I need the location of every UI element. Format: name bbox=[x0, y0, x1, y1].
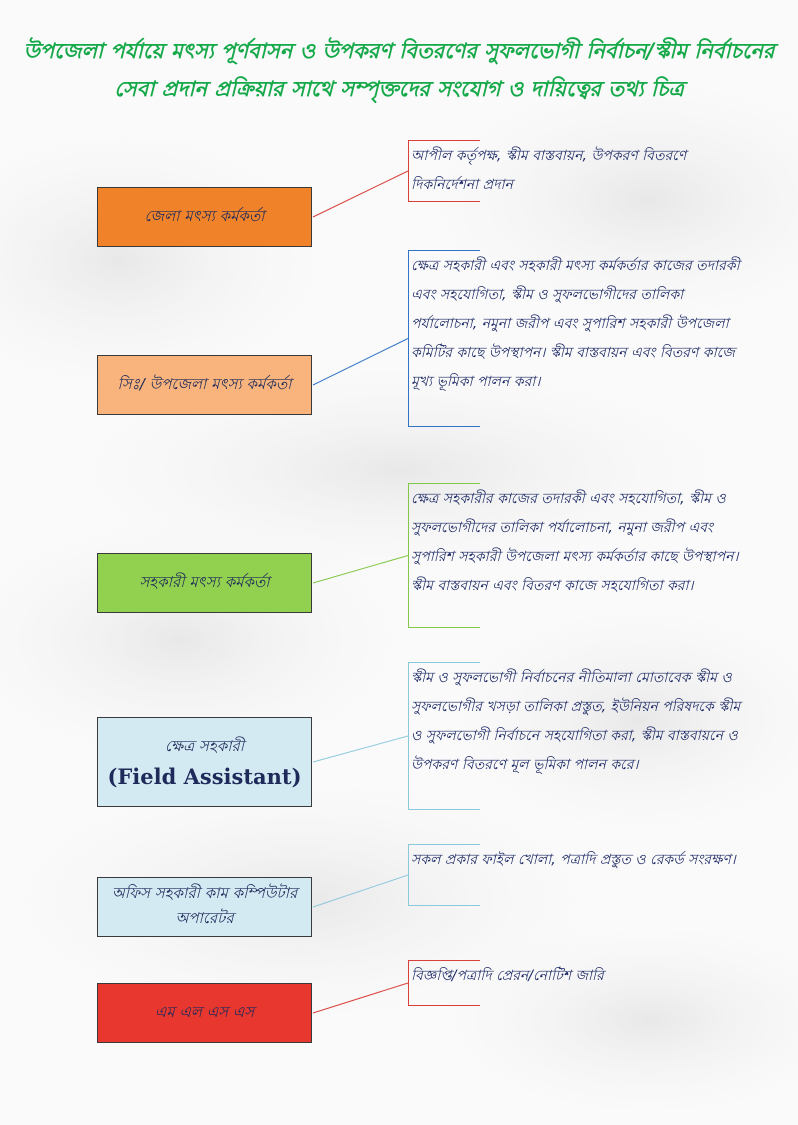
role-box bbox=[97, 355, 312, 415]
role-description: বিজ্ঞপ্তি/পত্রাদি প্রেরন/নোটিশ জারি bbox=[411, 968, 604, 984]
role-label: সিঃ/ উপজেলা মৎস্য কর্মকর্তা bbox=[117, 374, 292, 393]
role-description: ক্ষেত্র সহকারী এবং সহকারী মৎস্য কর্মকর্তার কাজের তদারকী এবং সহযোগিতা, স্কীম ও সুফলভোগীদের তালিকা পর্যালোচনা, নমুনা জরীপ এবং সুপারিশ সহকারী উপজেলা কমিটির কাছে উপস্থাপন। স্কীম বাস্তবায়ন এবং বিতরণ কাজে মূখ্য ভূমিকা পালন করা। bbox=[411, 258, 740, 390]
role-label: ক্ষেত্র সহকারী bbox=[164, 737, 245, 755]
role-label-english: (Field Assistant) bbox=[107, 764, 302, 789]
role-description: সকল প্রকার ফাইল খোলা, পত্রাদি প্রস্তুত ও রেকর্ড সংরক্ষণ। bbox=[411, 852, 736, 868]
role-box bbox=[97, 983, 312, 1043]
role-label: জেলা মৎস্য কর্মকর্তা bbox=[144, 206, 265, 225]
role-description: ক্ষেত্র সহকারীর কাজের তদারকী এবং সহযোগিতা, স্কীম ও সুফলভোগীদের তালিকা পর্যালোচনা, নমুনা জরীপ এবং সুপারিশ সহকারী উপজেলা মৎস্য কর্মকর্তার কাছে উপস্থাপন। স্কীম বাস্তবায়ন এবং বিতরণ কাজে সহযোগিতা করা। bbox=[411, 491, 739, 594]
role-description: আপীল কর্তৃপক্ষ, স্কীম বাস্তবায়ন, উপকরণ বিতরণে দিকনির্দেশনা প্রদান bbox=[411, 148, 687, 193]
role-label: সহকারী মৎস্য কর্মকর্তা bbox=[139, 572, 270, 591]
role-label: এম এল এস এস bbox=[154, 1002, 255, 1021]
page-title: উপজেলা পর্যায়ে মৎস্য পূর্ণবাসন ও উপকরণ বিতরণের সুফলভোগী নির্বাচন/স্কীম নির্বাচনের সেবা প্রদান প্রক্রিয়ার সাথে সম্পৃক্তদের সংযোগ ও দায়িত্বের তথ্য চিত্র bbox=[23, 39, 775, 101]
role-box bbox=[97, 553, 312, 613]
role-description: স্কীম ও সুফলভোগী নির্বাচনের নীতিমালা মোতাবেক স্কীম ও সুফলভোগীর খসড়া তালিকা প্রস্তুত, ইউনিয়ন পরিষদকে স্কীম ও সুফলভোগী নির্বাচনে সহযোগিতা করা, স্কীম বাস্তবায়নে ও উপকরণ বিতরণে মূল ভূমিকা পালন করে। bbox=[411, 670, 741, 773]
role-box bbox=[97, 187, 312, 247]
role-box bbox=[97, 877, 312, 937]
role-box bbox=[97, 717, 312, 807]
role-label: অফিস সহকারী কাম কম্পিউটার অপারেটর bbox=[111, 884, 298, 927]
